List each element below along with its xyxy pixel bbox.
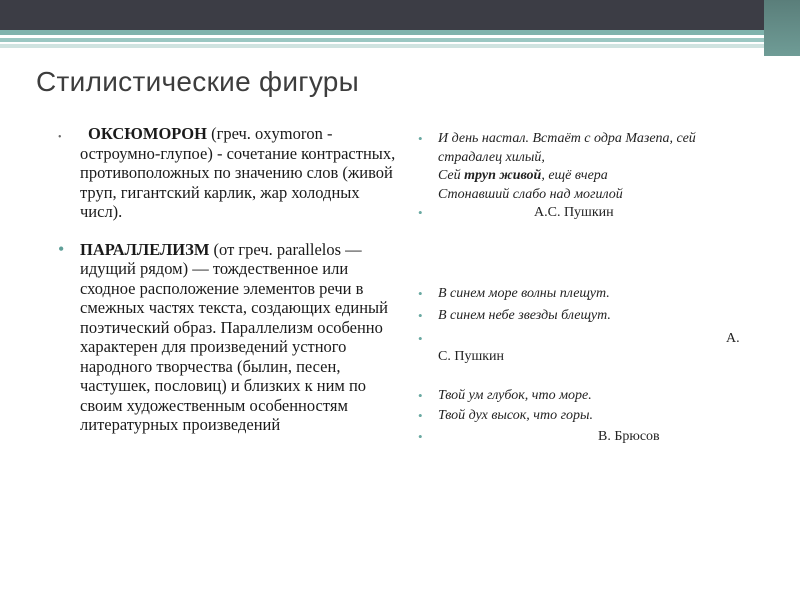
bullet-icon: • [58, 238, 65, 259]
definition-parallelism [56, 240, 401, 435]
bullet-icon: • [418, 131, 423, 146]
quote-line: • В синем море волны плещут. [416, 285, 756, 304]
bullet-icon: • [418, 285, 423, 301]
header-dark-strip [0, 0, 800, 30]
definition-text: (от греч. parallelos — идущий рядом) — тождественное или сходное расположение элементов речи в смежных частях текста, создающих единый поэтический образ. Параллелизм особенно характерен для произведений устного народного творчества (былин, песен, частушек, пословиц) и близких к ним по своим художественным особенностям литературных произведений [80, 239, 388, 434]
term-oxymoron: ОКСЮМОРОН [88, 124, 207, 143]
quote-author: • В. Брюсов [416, 428, 756, 447]
header-band [0, 0, 800, 56]
quote-line: • Твой дух высок, что горы. [416, 407, 756, 426]
definition-text: (греч. oxymoron - остроумно-глупое) - сочетание контрастных, противоположных по значению слов (живой труп, гигантский карлик, жар холодных числ). [80, 124, 396, 221]
left-column [56, 124, 401, 453]
bullet-icon: • [418, 428, 423, 444]
term-parallelism: ПАРАЛЛЕЛИЗМ [80, 239, 210, 259]
slide-title: Стилистические фигуры [36, 66, 360, 97]
quote-author: • А. С. Пушкин [418, 330, 740, 364]
quote-line: • В синем небе звезды блещут. [416, 307, 756, 326]
definition-oxymoron [56, 124, 401, 222]
quote-line: • И день настал. Встаёт с одра Мазепа, сей страдалец хилый, Сей труп живой, ещё вчера Стонавший слабо над могилой [418, 131, 696, 202]
quote-author: • А.С. Пушкин [416, 204, 756, 223]
bullet-icon: • [418, 205, 423, 220]
right-column [416, 130, 756, 446]
bullet-icon: • [58, 132, 62, 143]
quote-line: • Твой ум глубок, что море. [416, 387, 756, 406]
bullet-icon: • [418, 308, 423, 323]
bullet-icon: • [418, 387, 423, 403]
header-stripes [0, 30, 800, 56]
bullet-icon: • [418, 330, 423, 346]
header-corner-block [764, 0, 800, 56]
bullet-icon: • [418, 408, 423, 423]
highlight-phrase: труп живой [464, 168, 542, 183]
